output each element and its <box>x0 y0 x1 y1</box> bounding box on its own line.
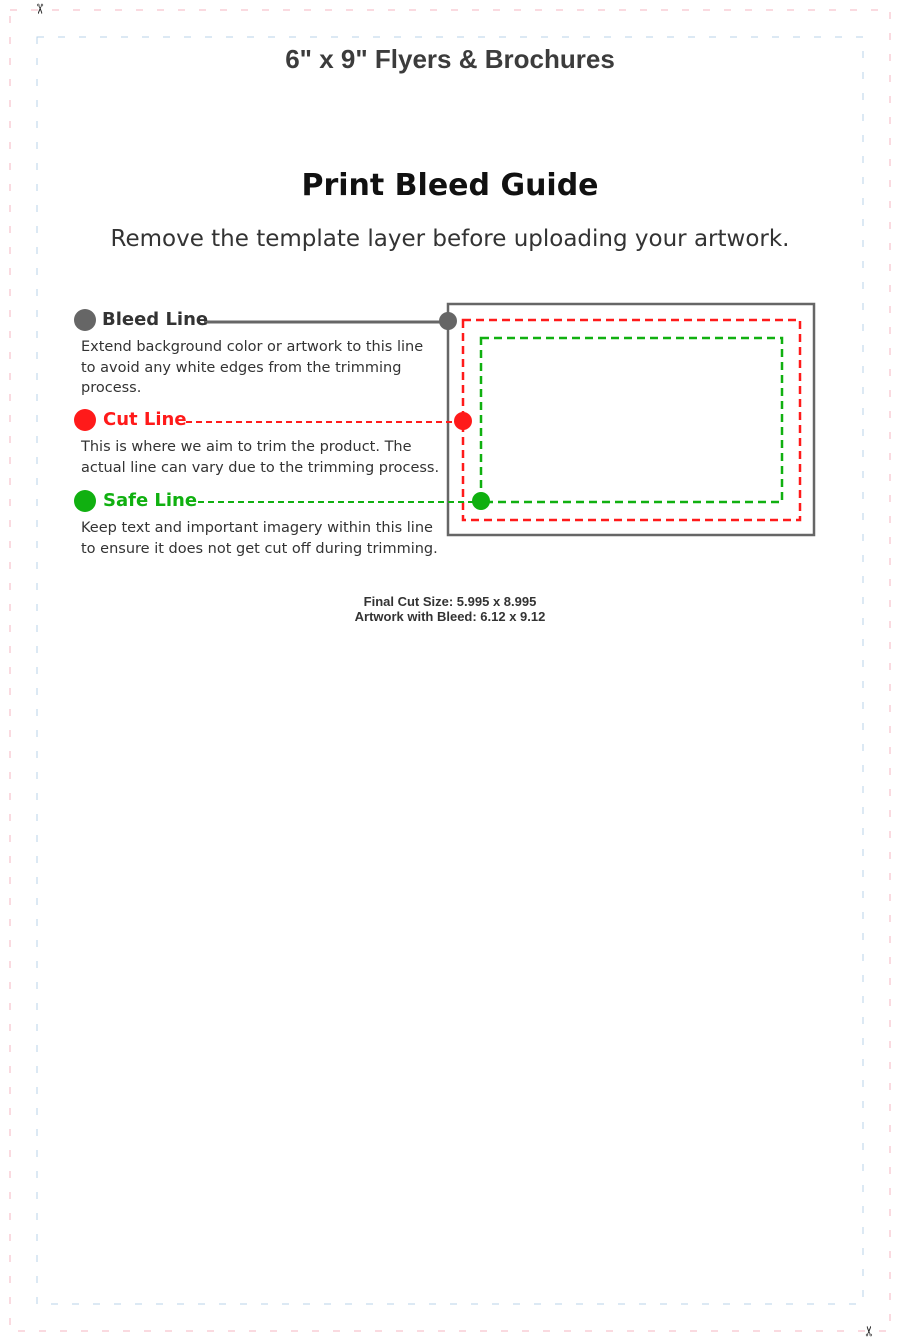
cut-box <box>463 320 800 520</box>
guide-title: Print Bleed Guide <box>301 168 599 203</box>
safe-box <box>481 338 782 502</box>
safe-endpoint-dot <box>472 492 490 510</box>
cut-endpoint-dot <box>454 412 472 430</box>
document-title: 6" x 9" Flyers & Brochures <box>285 44 615 74</box>
artwork-with-bleed-size: Artwork with Bleed: 6.12 x 9.12 <box>354 609 546 624</box>
cut-line-description: This is where we aim to trim the product. The actual line can vary due to the trimming process. <box>81 439 440 476</box>
scissors-icon: ✂ <box>861 1325 878 1337</box>
bleed-endpoint-dot <box>439 312 457 330</box>
cut-line-label: Cut Line <box>103 409 187 430</box>
safe-line-description: Keep text and important imagery within this line to ensure it does not get cut off during trimming. <box>81 520 438 557</box>
bleed-legend-dot <box>74 309 96 331</box>
scissors-icon: ✂ <box>30 3 47 15</box>
guide-subtitle: Remove the template layer before uploading your artwork. <box>110 226 790 252</box>
final-cut-size: Final Cut Size: 5.995 x 8.995 <box>363 594 537 609</box>
cut-legend-dot <box>74 409 96 431</box>
safe-line-label: Safe Line <box>103 490 198 511</box>
bleed-line-description: Extend background color or artwork to this line to avoid any white edges from the trimming process. <box>81 339 424 396</box>
safe-legend-dot <box>74 490 96 512</box>
bleed-line-label: Bleed Line <box>102 309 209 330</box>
